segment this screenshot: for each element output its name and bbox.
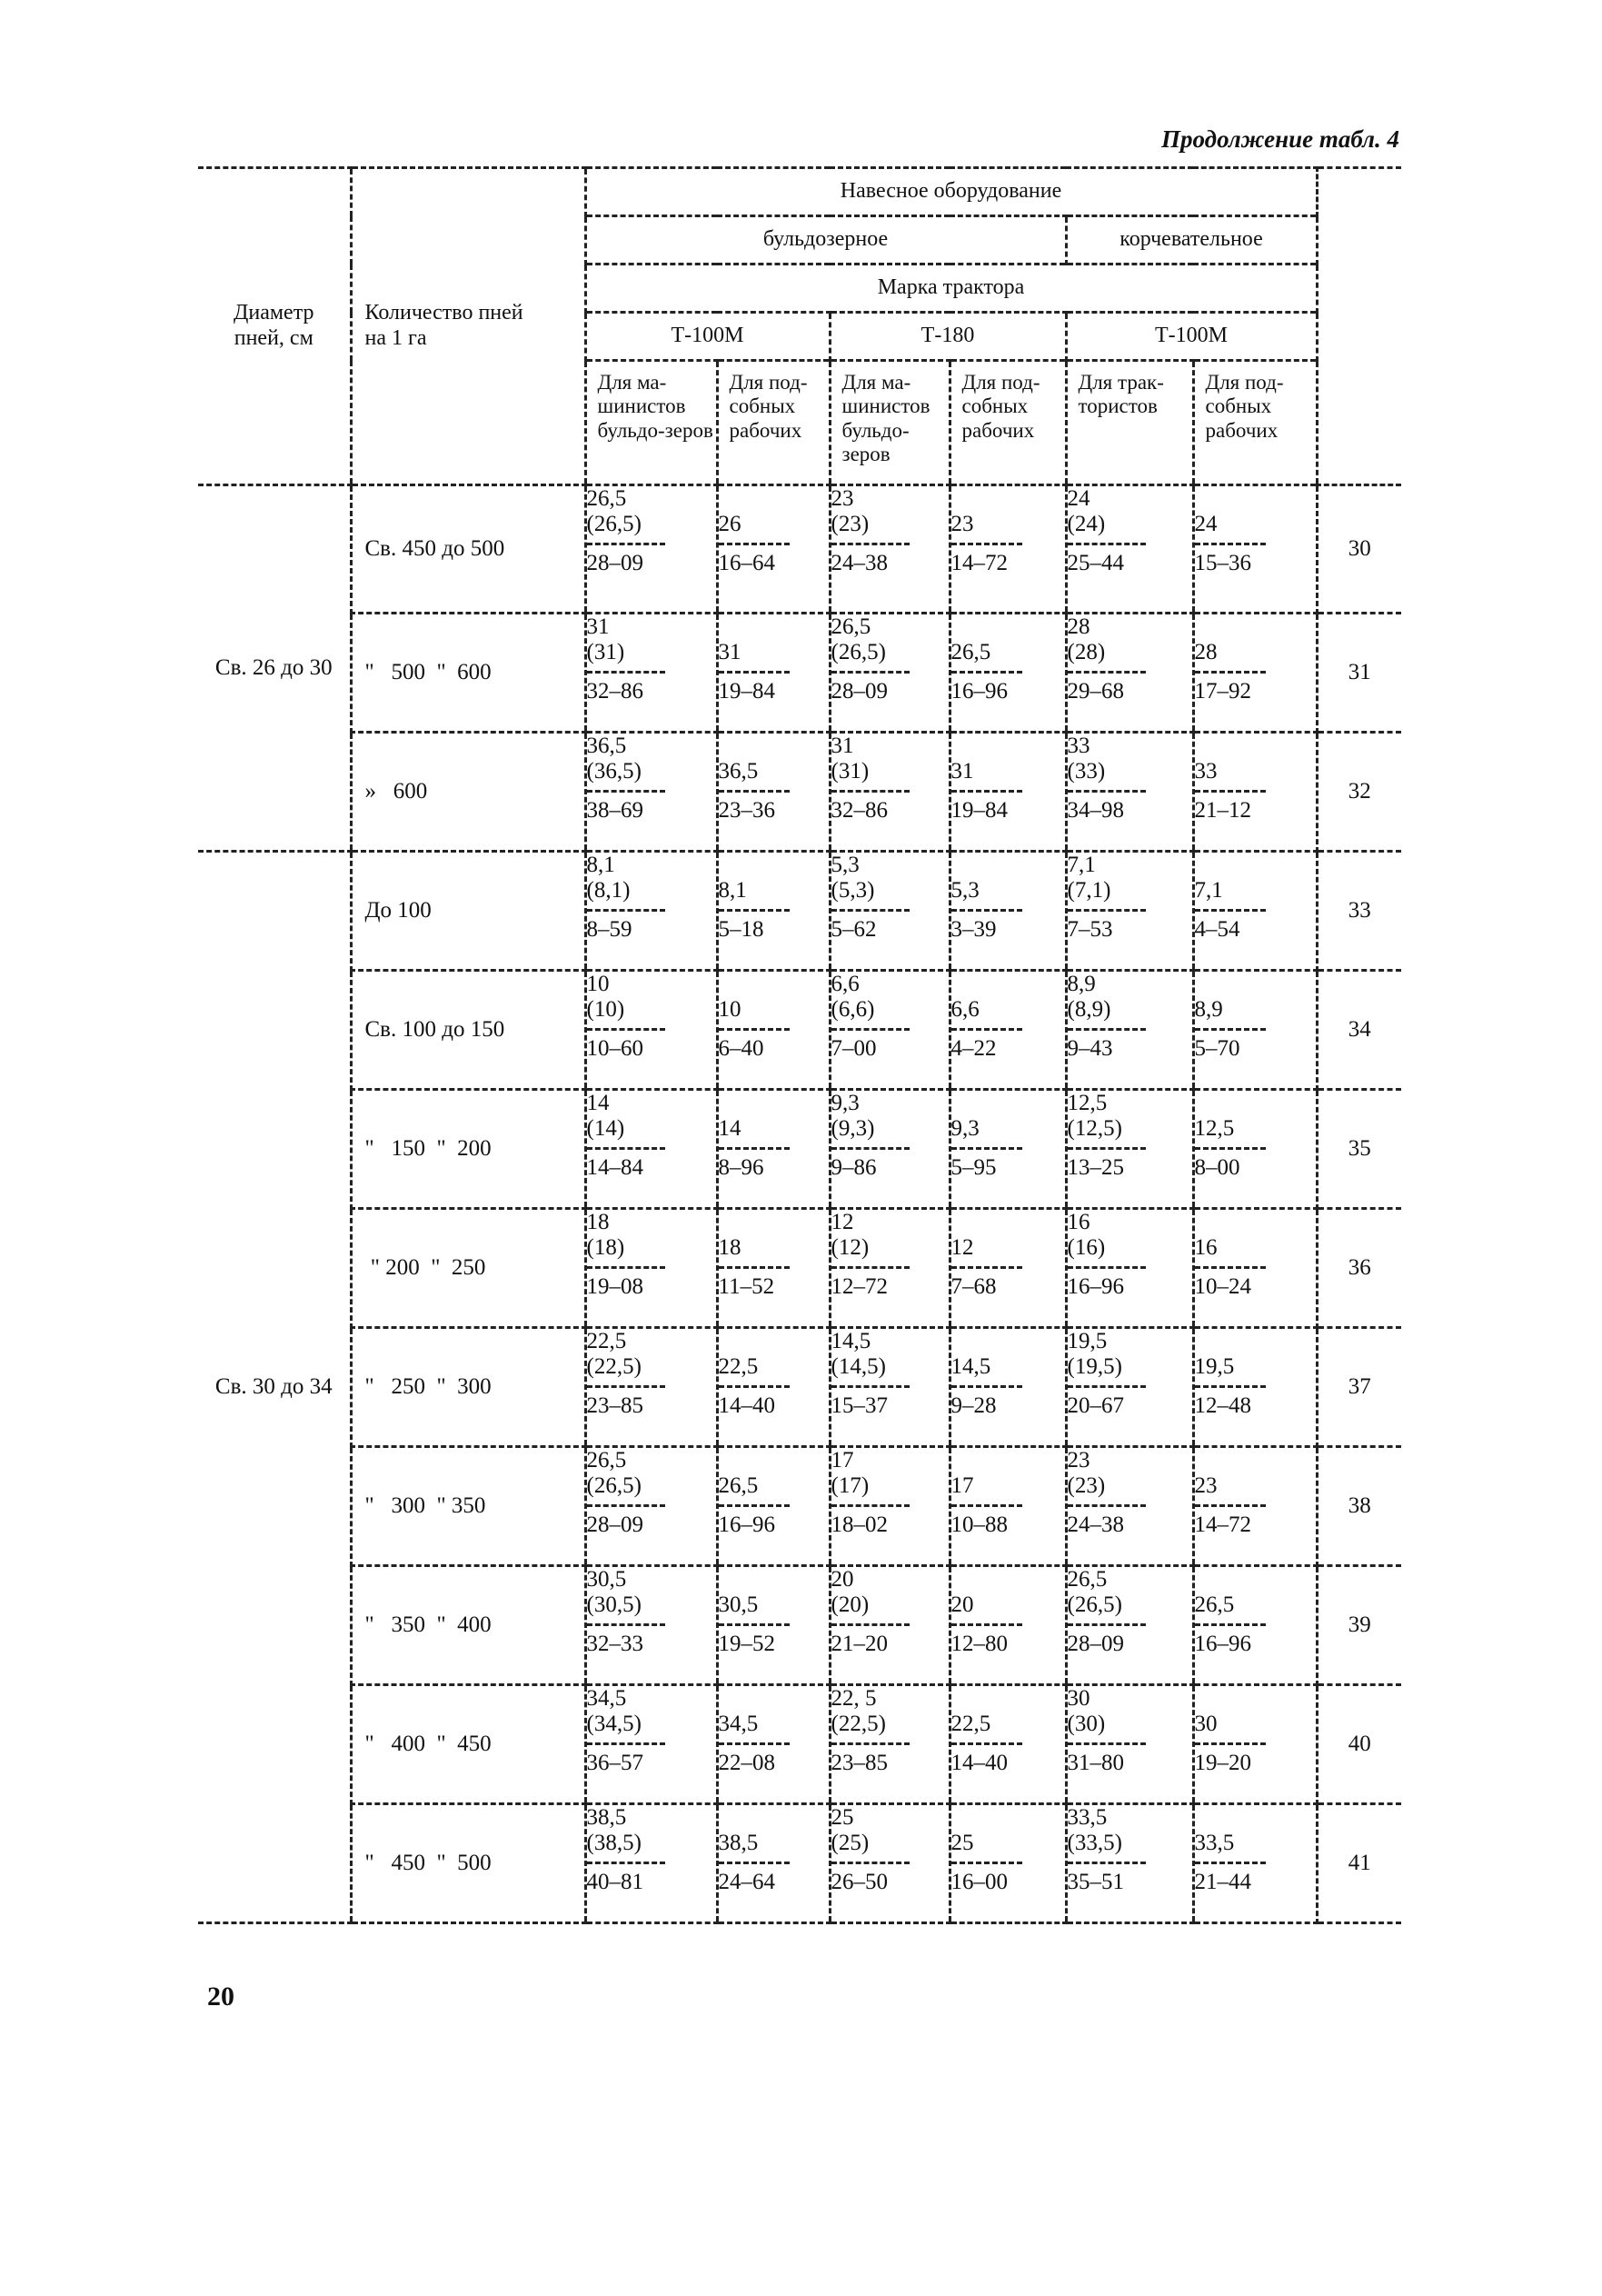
cell-price: 15–37 [831,1385,910,1419]
cell-value: 28 [1067,614,1090,639]
row-number: 33 [1317,852,1401,971]
table-row [198,1804,1401,1923]
cell-value: 33,5 [1067,1805,1108,1830]
cell-price: 7–68 [951,1266,1022,1300]
cell-price: 21–12 [1195,790,1266,824]
cell-value: 8,9 [1194,997,1223,1022]
cell-value: 26,5 [1194,1592,1235,1617]
cell-value: 19,5 [1194,1354,1235,1379]
cell-price: 28–09 [587,543,665,576]
cell-value: 10 [586,972,610,996]
row-qty: До 100 [351,852,585,971]
cell-value: 31 [718,640,741,664]
cell-value: 17 [950,1473,974,1498]
cell-value: 25 [831,1805,854,1830]
table-row [198,1447,1401,1566]
cell-value: 12,5 [1194,1116,1235,1141]
cell-price: 16–00 [951,1862,1022,1895]
cell-value: 36,5 [586,734,627,758]
cell-price: 32–86 [587,671,665,704]
cell-value: 12 [831,1210,854,1234]
row-qty: Св. 450 до 500 [351,485,585,614]
cell-price: 32–86 [831,790,910,824]
cell-value: (7,1) [1067,878,1111,903]
cell-value: 5,3 [950,878,980,903]
cell-value: (26,5) [1067,1592,1122,1617]
cell-value: (23) [1067,1473,1106,1498]
cell-value: 9,3 [950,1116,980,1141]
header-brand-t100m: Т-100М [585,313,830,361]
header-rooting: корчевательное [1066,216,1317,265]
cell-value: (16) [1067,1235,1106,1260]
row-number: 37 [1317,1328,1401,1447]
cell-value: (14) [586,1116,625,1141]
cell-value: 22,5 [950,1712,991,1736]
cell-price: 6–40 [719,1028,790,1062]
cell-value: (23) [831,512,870,536]
cell-value: (5,3) [831,878,875,903]
cell-price: 40–81 [587,1862,665,1895]
cell-value: (9,3) [831,1116,875,1141]
cell-value: (17) [831,1473,870,1498]
cell-price: 20–67 [1068,1385,1146,1419]
cell-price: 15–36 [1195,543,1266,576]
cell-price: 5–62 [831,909,910,943]
cell-price: 9–86 [831,1147,910,1181]
cell-price: 3–39 [951,909,1022,943]
cell-value: 22, 5 [831,1686,877,1711]
cell-value: 38,5 [718,1831,759,1855]
row-qty: Св. 100 до 150 [351,971,585,1090]
cell-price: 35–51 [1068,1862,1146,1895]
cell-value: 26,5 [586,486,627,511]
cell-value: 33,5 [1194,1831,1235,1855]
cell-value: (33) [1067,759,1106,784]
cell-price: 7–00 [831,1028,910,1062]
cell-value: (36,5) [586,759,642,784]
cell-price: 7–53 [1068,909,1146,943]
row-qty: " 300 " 350 [351,1447,585,1566]
cell-value: 31 [950,759,974,784]
cell-price: 19–08 [587,1266,665,1300]
cell-price: 16–96 [1068,1266,1146,1300]
cell-price: 19–20 [1195,1742,1266,1776]
row-number: 38 [1317,1447,1401,1566]
cell-price: 5–18 [719,909,790,943]
cell-price: 16–96 [1195,1623,1266,1657]
cell-price: 12–48 [1195,1385,1266,1419]
cell-value: 17 [831,1448,854,1472]
cell-value: 16 [1067,1210,1090,1234]
cell-value: 33 [1067,734,1090,758]
cell-value: 7,1 [1067,853,1096,877]
cell-value: (30,5) [586,1592,642,1617]
cell-value: (14,5) [831,1354,886,1379]
cell-price: 36–57 [587,1742,665,1776]
cell-value: (25) [831,1831,870,1855]
header-brand-t100m-rooting: Т-100М [1066,313,1317,361]
cell-price: 5–70 [1195,1028,1266,1062]
row-qty: " 450 " 500 [351,1804,585,1923]
table-row [198,485,1401,614]
cell-price: 12–72 [831,1266,910,1300]
header-sub-workers-2: Для под-собных рабочих [950,361,1066,485]
cell-value: (12,5) [1067,1116,1122,1141]
norms-table [198,166,1401,1924]
cell-price: 25–44 [1068,543,1146,576]
cell-value: 30,5 [718,1592,759,1617]
row-qty: » 600 [351,733,585,852]
row-qty: " 500 " 600 [351,614,585,733]
cell-value: 30 [1194,1712,1218,1736]
cell-value: (33,5) [1067,1831,1122,1855]
cell-price: 8–96 [719,1147,790,1181]
cell-price: 8–59 [587,909,665,943]
cell-value: 31 [586,614,610,639]
cell-value: 30,5 [586,1567,627,1592]
header-sub-machinists-1: Для ма-шинистов бульдо-зеров [585,361,717,485]
cell-value: (19,5) [1067,1354,1122,1379]
cell-price: 18–02 [831,1504,910,1538]
row-number: 39 [1317,1566,1401,1685]
cell-value: 23 [1067,1448,1090,1472]
cell-value: 8,1 [586,853,615,877]
cell-value: 7,1 [1194,878,1223,903]
cell-price: 19–84 [719,671,790,704]
cell-value: (31) [586,640,625,664]
cell-value: 6,6 [950,997,980,1022]
header-tractor-brand: Марка трактора [585,265,1317,313]
cell-value: (22,5) [831,1712,886,1736]
cell-price: 8–00 [1195,1147,1266,1181]
cell-value: (10) [586,997,625,1022]
cell-value: 10 [718,997,741,1022]
cell-price: 14–72 [1195,1504,1266,1538]
cell-value: 30 [1067,1686,1090,1711]
cell-value: (12) [831,1235,870,1260]
cell-value: (8,1) [586,878,631,903]
cell-value: 23 [950,512,974,536]
cell-price: 19–52 [719,1623,790,1657]
cell-price: 9–28 [951,1385,1022,1419]
cell-value: 9,3 [831,1091,860,1115]
cell-value: 28 [1194,640,1218,664]
cell-price: 16–96 [951,671,1022,704]
table-row [198,1090,1401,1209]
cell-value: 14,5 [831,1329,871,1353]
row-number: 32 [1317,733,1401,852]
cell-price: 28–09 [831,671,910,704]
table-row [198,1566,1401,1685]
row-number: 31 [1317,614,1401,733]
row-qty: " 400 " 450 [351,1685,585,1804]
cell-value: 12 [950,1235,974,1260]
header-equipment: Навесное оборудование [585,168,1317,216]
header-sub-workers-1: Для под-собных рабочих [717,361,830,485]
cell-value: (18) [586,1235,625,1260]
cell-price: 4–54 [1195,909,1266,943]
cell-value: 24 [1067,486,1090,511]
cell-value: 24 [1194,512,1218,536]
cell-price: 21–44 [1195,1862,1266,1895]
cell-value: 26,5 [831,614,871,639]
cell-value: 26 [718,512,741,536]
cell-price: 34–98 [1068,790,1146,824]
table-row [198,1209,1401,1328]
table-row [198,614,1401,733]
cell-price: 14–40 [719,1385,790,1419]
cell-value: 8,9 [1067,972,1096,996]
cell-value: 6,6 [831,972,860,996]
table-row [198,733,1401,852]
cell-value: (26,5) [586,1473,642,1498]
cell-value: 20 [950,1592,974,1617]
cell-value: 14 [586,1091,610,1115]
cell-value: 33 [1194,759,1218,784]
cell-value: (34,5) [586,1712,642,1736]
cell-price: 38–69 [587,790,665,824]
cell-value: 25 [950,1831,974,1855]
cell-value: 23 [1194,1473,1218,1498]
cell-value: 18 [586,1210,610,1234]
page-number: 20 [207,1982,234,2011]
cell-value: 26,5 [950,640,991,664]
cell-value: (31) [831,759,870,784]
cell-value: 38,5 [586,1805,627,1830]
cell-price: 17–92 [1195,671,1266,704]
cell-price: 11–52 [719,1266,790,1300]
cell-value: 22,5 [586,1329,627,1353]
cell-value: 22,5 [718,1354,759,1379]
cell-price: 9–43 [1068,1028,1146,1062]
cell-value: 14 [718,1116,741,1141]
cell-value: 34,5 [718,1712,759,1736]
table-continuation-caption: Продолжение табл. 4 [1161,125,1399,153]
row-qty: " 150 " 200 [351,1090,585,1209]
cell-value: (8,9) [1067,997,1111,1022]
cell-price: 19–84 [951,790,1022,824]
cell-price: 29–68 [1068,671,1146,704]
diameter-group-label: Св. 30 до 34 [198,852,351,1923]
row-qty: " 350 " 400 [351,1566,585,1685]
cell-value: 34,5 [586,1686,627,1711]
header-brand-t180: Т-180 [830,313,1066,361]
cell-value: (28) [1067,640,1106,664]
header-sub-machinists-2: Для ма-шинистов бульдо-зеров [830,361,950,485]
cell-value: (30) [1067,1712,1106,1736]
cell-price: 24–64 [719,1862,790,1895]
cell-price: 14–40 [951,1742,1022,1776]
header-count: Количество пней на 1 га [351,168,585,485]
row-number: 35 [1317,1090,1401,1209]
cell-value: (26,5) [831,640,886,664]
cell-price: 31–80 [1068,1742,1146,1776]
cell-price: 23–85 [831,1742,910,1776]
cell-price: 12–80 [951,1623,1022,1657]
cell-price: 32–33 [587,1623,665,1657]
cell-value: 23 [831,486,854,511]
cell-price: 23–85 [587,1385,665,1419]
header-sub-workers-3: Для под-собных рабочих [1193,361,1317,485]
cell-value: 19,5 [1067,1329,1108,1353]
table-row [198,852,1401,971]
cell-price: 22–08 [719,1742,790,1776]
cell-price: 14–84 [587,1147,665,1181]
cell-price: 26–50 [831,1862,910,1895]
cell-value: 26,5 [718,1473,759,1498]
cell-value: 12,5 [1067,1091,1108,1115]
cell-value: 20 [831,1567,854,1592]
table-row [198,1685,1401,1804]
cell-value: 8,1 [718,878,747,903]
cell-price: 23–36 [719,790,790,824]
cell-price: 14–72 [951,543,1022,576]
header-diameter: Диаметр пней, см [198,168,351,485]
cell-value: 31 [831,734,854,758]
cell-price: 28–09 [1068,1623,1146,1657]
cell-value: (38,5) [586,1831,642,1855]
row-qty: " 200 " 250 [351,1209,585,1328]
row-qty: " 250 " 300 [351,1328,585,1447]
cell-price: 24–38 [1068,1504,1146,1538]
cell-price: 24–38 [831,543,910,576]
cell-price: 28–09 [587,1504,665,1538]
cell-value: 36,5 [718,759,759,784]
cell-price: 13–25 [1068,1147,1146,1181]
cell-value: 18 [718,1235,741,1260]
diameter-group-label: Св. 26 до 30 [198,485,351,852]
row-number: 30 [1317,485,1401,614]
cell-value: 26,5 [586,1448,627,1472]
cell-price: 10–24 [1195,1266,1266,1300]
cell-value: (22,5) [586,1354,642,1379]
cell-price: 21–20 [831,1623,910,1657]
cell-value: 5,3 [831,853,860,877]
cell-value: (20) [831,1592,870,1617]
header-sub-tractorists: Для трак-тористов [1066,361,1193,485]
cell-price: 10–88 [951,1504,1022,1538]
cell-price: 16–64 [719,543,790,576]
row-number: 34 [1317,971,1401,1090]
cell-price: 5–95 [951,1147,1022,1181]
row-number: 36 [1317,1209,1401,1328]
table-row [198,971,1401,1090]
cell-price: 4–22 [951,1028,1022,1062]
cell-price: 16–96 [719,1504,790,1538]
cell-value: (24) [1067,512,1106,536]
row-number: 40 [1317,1685,1401,1804]
header-bulldozer: бульдозерное [585,216,1066,265]
row-number: 41 [1317,1804,1401,1923]
table-row [198,1328,1401,1447]
cell-value: 14,5 [950,1354,991,1379]
cell-value: (6,6) [831,997,875,1022]
cell-value: 16 [1194,1235,1218,1260]
cell-value: (26,5) [586,512,642,536]
cell-value: 26,5 [1067,1567,1108,1592]
cell-price: 10–60 [587,1028,665,1062]
